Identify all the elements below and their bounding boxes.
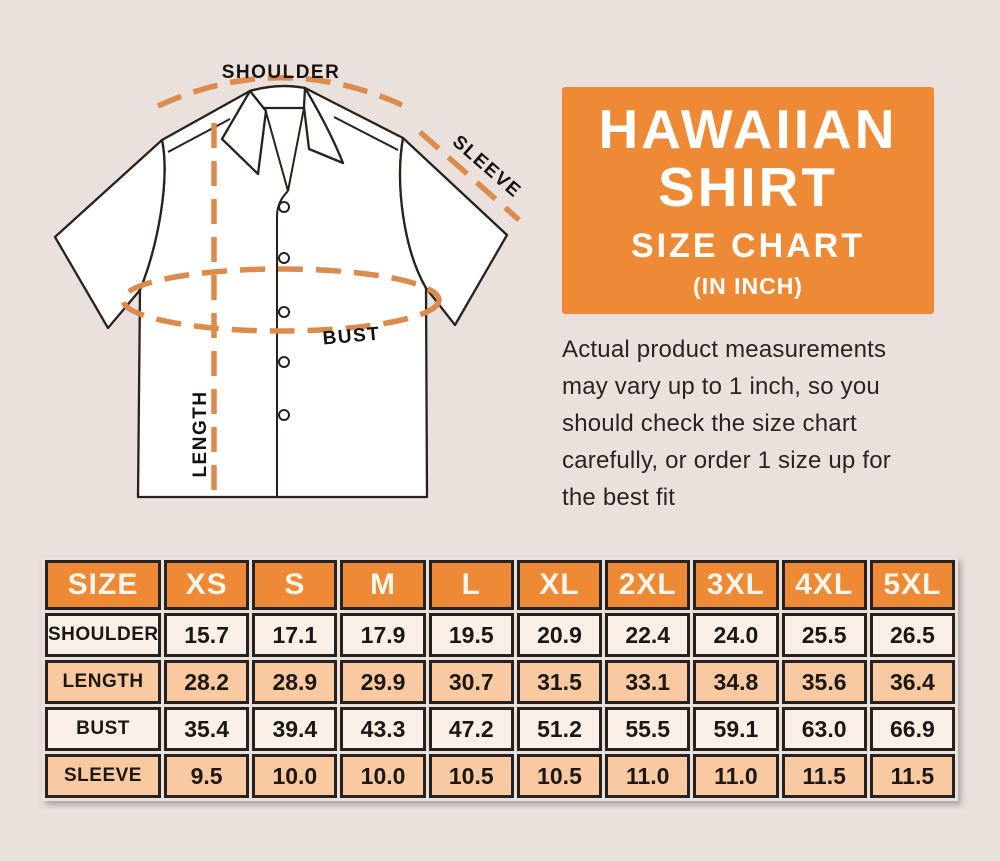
button: [279, 253, 289, 263]
value-cell: 34.8: [693, 660, 778, 704]
value-cell: 39.4: [252, 707, 337, 751]
table-header: [45, 560, 955, 610]
value-cell: 9.5: [164, 754, 249, 798]
note-line: may vary up to 1 inch, so you: [562, 373, 880, 400]
value-cell: 30.7: [429, 660, 514, 704]
info-panel: [562, 87, 942, 516]
table-body: [45, 613, 955, 798]
note-line: the best fit: [562, 484, 676, 511]
button: [279, 410, 289, 420]
value-cell: 15.7: [164, 613, 249, 657]
table-header-row: [45, 560, 955, 610]
title-line-2: SHIRT: [658, 156, 838, 218]
value-cell: 11.5: [870, 754, 955, 798]
column-header: XL: [517, 560, 602, 610]
unit-label: (IN INCH): [693, 272, 803, 299]
value-cell: 51.2: [517, 707, 602, 751]
value-cell: 17.9: [340, 613, 425, 657]
note-line: should check the size chart: [562, 410, 857, 437]
row-label: LENGTH: [45, 660, 161, 704]
note-line: carefully, or order 1 size up for: [562, 447, 891, 474]
value-cell: 11.0: [693, 754, 778, 798]
value-cell: 29.9: [340, 660, 425, 704]
value-cell: 25.5: [782, 613, 867, 657]
column-header: L: [429, 560, 514, 610]
value-cell: 33.1: [605, 660, 690, 704]
note-line: Actual product measurements: [562, 336, 887, 363]
row-label: SHOULDER: [45, 613, 161, 657]
subtitle: SIZE CHART: [631, 226, 865, 265]
title-box: [562, 87, 934, 314]
button: [279, 357, 289, 367]
table-row: [45, 613, 955, 657]
length-label: LENGTH: [190, 390, 211, 478]
shirt-measurement-diagram: [0, 0, 540, 540]
value-cell: 10.5: [517, 754, 602, 798]
row-label: BUST: [45, 707, 161, 751]
value-cell: 28.9: [252, 660, 337, 704]
title-line-1: HAWAIIAN: [598, 98, 898, 161]
value-cell: 10.5: [429, 754, 514, 798]
column-header: M: [340, 560, 425, 610]
value-cell: 22.4: [605, 613, 690, 657]
value-cell: 19.5: [429, 613, 514, 657]
table-row: [45, 754, 955, 798]
value-cell: 47.2: [429, 707, 514, 751]
value-cell: 11.0: [605, 754, 690, 798]
column-header: 3XL: [693, 560, 778, 610]
value-cell: 35.6: [782, 660, 867, 704]
value-cell: 24.0: [693, 613, 778, 657]
shoulder-label: SHOULDER: [221, 62, 341, 83]
value-cell: 35.4: [164, 707, 249, 751]
measurement-note: [562, 331, 942, 516]
size-chart-table: [42, 557, 958, 801]
sleeve-label: SLEEVE: [448, 131, 526, 203]
shirt-body: [138, 86, 427, 497]
value-cell: 10.0: [252, 754, 337, 798]
value-cell: 66.9: [870, 707, 955, 751]
row-label: SLEEVE: [45, 754, 161, 798]
value-cell: 17.1: [252, 613, 337, 657]
value-cell: 11.5: [782, 754, 867, 798]
column-header: S: [252, 560, 337, 610]
column-header: 4XL: [782, 560, 867, 610]
value-cell: 63.0: [782, 707, 867, 751]
value-cell: 26.5: [870, 613, 955, 657]
column-header: XS: [164, 560, 249, 610]
value-cell: 10.0: [340, 754, 425, 798]
column-header: 2XL: [605, 560, 690, 610]
value-cell: 59.1: [693, 707, 778, 751]
value-cell: 43.3: [340, 707, 425, 751]
table-row: [45, 660, 955, 704]
column-header: SIZE: [45, 560, 161, 610]
value-cell: 55.5: [605, 707, 690, 751]
button: [279, 307, 289, 317]
value-cell: 31.5: [517, 660, 602, 704]
value-cell: 36.4: [870, 660, 955, 704]
bust-label: BUST: [321, 323, 382, 350]
value-cell: 20.9: [517, 613, 602, 657]
value-cell: 28.2: [164, 660, 249, 704]
button: [279, 202, 289, 212]
table-row: [45, 707, 955, 751]
column-header: 5XL: [870, 560, 955, 610]
